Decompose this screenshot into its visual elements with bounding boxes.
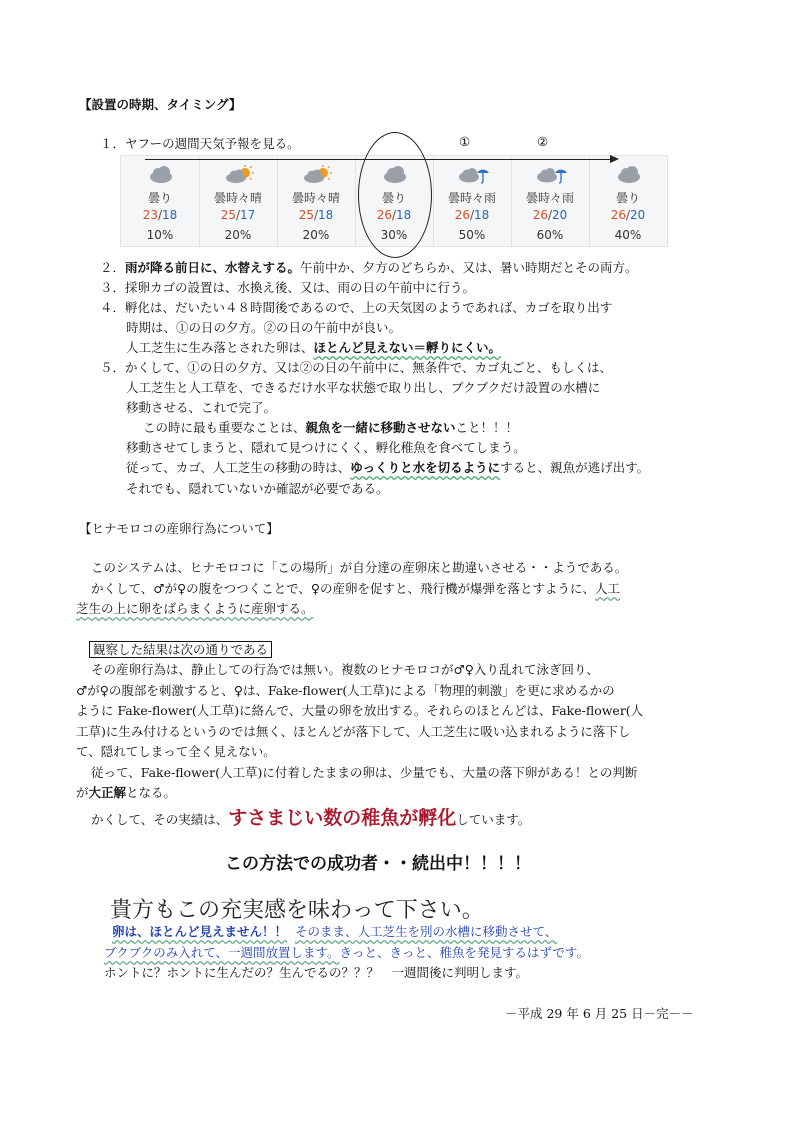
step-2: ２．雨が降る前日に、水替えする。午前中か、夕方のどちらか、又は、暑い時期だとその両方。 — [100, 260, 638, 275]
step-4a: ４．孵化は、だいたい４８時間後であるので、上の天気図のようであれば、カゴを取り出す — [100, 300, 613, 315]
weather-day — [511, 156, 590, 246]
para-1: このシステムは、ヒナモロコに「この場所」が自分達の産卵床と勘違いさせる・・ようである。 — [91, 560, 628, 575]
weather-precip: 30% — [380, 228, 408, 242]
para-4a: 従って、Fake-flower(人工草)に付着したままの卵は、少量でも、大量の落下卵がある！との判断 — [91, 765, 638, 780]
step-4b: 時期は、①の日の夕方。②の日の午前中が良い。 — [126, 320, 402, 335]
blue-line-2 — [104, 943, 589, 961]
step-4c-emphasis: ほとんど見えない＝孵りにくい。 — [313, 340, 502, 355]
step-5c: 移動させる、これで完了。 — [126, 400, 277, 415]
para-4b-text: が — [76, 785, 89, 800]
weather-precip: 40% — [614, 228, 642, 242]
cloud-icon — [145, 165, 177, 185]
weather-precip: 50% — [458, 228, 486, 242]
step-5f — [126, 458, 649, 476]
para-5-highlight: すさまじい数の稚魚が孵化 — [228, 807, 457, 829]
weather-day — [433, 156, 512, 246]
section-heading-timing: 【設置の時期、タイミング】 — [79, 97, 242, 112]
blue-line-1-rest: そのまま、人工芝生を別の水槽に移動させて、 — [294, 924, 558, 939]
para-3b: ♂が♀の腹部を刺激すると、♀は、Fake-flower(人工草)による「物理的刺激」を更に求めるかの — [76, 683, 615, 698]
step-5d-text: この時に最も重要なことは、 — [143, 420, 306, 435]
step-5d-bold: 親魚を一緒に移動させない — [305, 420, 456, 435]
date-footer: －平成 29 年 6 月 25 日－完－－ — [505, 1006, 694, 1021]
last-line: ホントに？ホントに生んだの？生んでるの？？？ 一週間後に判明します。 — [104, 965, 529, 980]
cloud-icon — [613, 165, 645, 185]
blue-line-1-bold: 卵は、ほとんど見えません！！ — [112, 924, 288, 939]
para-5-tail: しています。 — [456, 812, 531, 827]
step-5a: ５．かくして、①の日の夕方、又は②の日の午前中に、無条件で、カゴ丸ごと、もしくは、 — [100, 360, 613, 375]
weather-label: 曇時々雨 — [447, 191, 496, 205]
step-2-rest: 午前中か、夕方のどちらか、又は、暑い時期だとその両方。 — [300, 260, 638, 275]
marker-2: ② — [537, 134, 549, 149]
para-4b-bold: 大正解 — [88, 785, 127, 800]
step-5d — [143, 418, 518, 436]
weather-label: 曇り — [147, 191, 172, 205]
para-5 — [91, 803, 530, 830]
para-3a: その産卵行為は、静止しての行為では無い。複数のヒナモロコが♂♀入り乱れて泳ぎ回り、 — [91, 662, 599, 677]
weather-day — [199, 156, 278, 246]
weather-temp: 26/18 — [454, 208, 490, 222]
step-2-bold: 雨が降る前日に、水替えする。 — [125, 260, 301, 275]
weather-precip: 20% — [302, 228, 330, 242]
para-2a-wavy: 人工 — [594, 581, 620, 596]
weather-day — [277, 156, 356, 246]
weather-label: 曇時々晴 — [291, 191, 340, 205]
section-heading-spawning: 【ヒナモロコの産卵行為について】 — [79, 521, 279, 536]
cloud-umbrella-icon — [535, 165, 567, 185]
weather-temp: 26/20 — [532, 208, 568, 222]
weather-temp: 25/18 — [298, 208, 334, 222]
para-2b: 芝生の上に卵をばらまくように産卵する。 — [76, 601, 314, 616]
cloud-sun-icon — [223, 165, 255, 185]
cloud-sun-icon — [301, 165, 333, 185]
step-1: １．ヤフーの週間天気予報を見る。 — [100, 136, 300, 151]
para-3d: 工草)に生み付けるというのでは無く、ほとんどが落下して、人工芝生に吸い込まれるように落下し — [76, 724, 631, 739]
step-4c — [126, 338, 501, 356]
step-3: ３．採卵カゴの設置は、水換え後、又は、雨の日の午前中に行う。 — [100, 280, 476, 295]
big-message: 貴方もこの充実感を味わって下さい。 — [110, 898, 484, 923]
weather-label: 曇り — [381, 191, 406, 205]
step-5d-tail: こと！！！ — [455, 420, 519, 435]
step-5g: それでも、隠れていないか確認が必要である。 — [126, 481, 389, 496]
para-2a — [91, 579, 620, 597]
step-5f-tail: すると、親魚が逃げ出す。 — [500, 460, 650, 475]
observation-box — [89, 640, 272, 658]
weather-precip: 10% — [146, 228, 174, 242]
weather-precip: 60% — [536, 228, 564, 242]
step-5f-bold: ゆっくりと水を切るように — [350, 460, 501, 475]
weather-temp: 23/18 — [142, 208, 178, 222]
weather-label: 曇り — [615, 191, 640, 205]
blue-line-2-b: きっと、きっと、稚魚を発見するはずです。 — [339, 945, 589, 960]
para-5-text: かくして、その実績は、 — [91, 812, 229, 827]
marker-1: ① — [459, 134, 471, 149]
blue-line-1 — [112, 922, 557, 940]
para-4b-tail: となる。 — [126, 785, 177, 800]
weather-day — [589, 156, 667, 246]
step-5b: 人工芝生と人工草を、できるだけ水平な状態で取り出し、ブクブクだけ設置の水槽に — [126, 380, 601, 395]
success-banner: この方法での成功者・・続出中！！！！ — [225, 854, 531, 874]
weather-label: 曇時々晴 — [213, 191, 262, 205]
weather-temp: 26/18 — [376, 208, 412, 222]
observation-box-text: 観察した結果は次の通りである — [89, 641, 272, 658]
para-3e: て、隠れてしまって全く見えない。 — [76, 744, 276, 759]
weather-day — [121, 156, 200, 246]
para-4b — [76, 783, 176, 801]
cloud-umbrella-icon — [457, 165, 489, 185]
highlight-oval — [358, 132, 432, 258]
step-5f-text: 従って、カゴ、人工芝生の移動の時は、 — [126, 460, 351, 475]
weather-precip: 20% — [224, 228, 252, 242]
para-3c: ように Fake-flower(人工草)に絡んで、大量の卵を放出する。それらのほとんどは、Fake-flower(人 — [76, 703, 644, 718]
arrow-head — [610, 155, 619, 163]
para-2a-text: かくして、♂が♀の腹をつつくことで、♀の産卵を促すと、飛行機が爆弾を落とすように、 — [91, 581, 595, 596]
weather-label: 曇時々雨 — [525, 191, 574, 205]
weather-temp: 26/20 — [610, 208, 646, 222]
blue-line-2-a: ブクブクのみ入れて、一週間放置します。 — [104, 945, 340, 960]
step-5e: 移動させてしまうと、隠れて見つけにくく、孵化稚魚を食べてしまう。 — [126, 440, 526, 455]
step-4c-text: 人工芝生に生み落とされた卵は、 — [126, 340, 314, 355]
weather-temp: 25/17 — [220, 208, 256, 222]
